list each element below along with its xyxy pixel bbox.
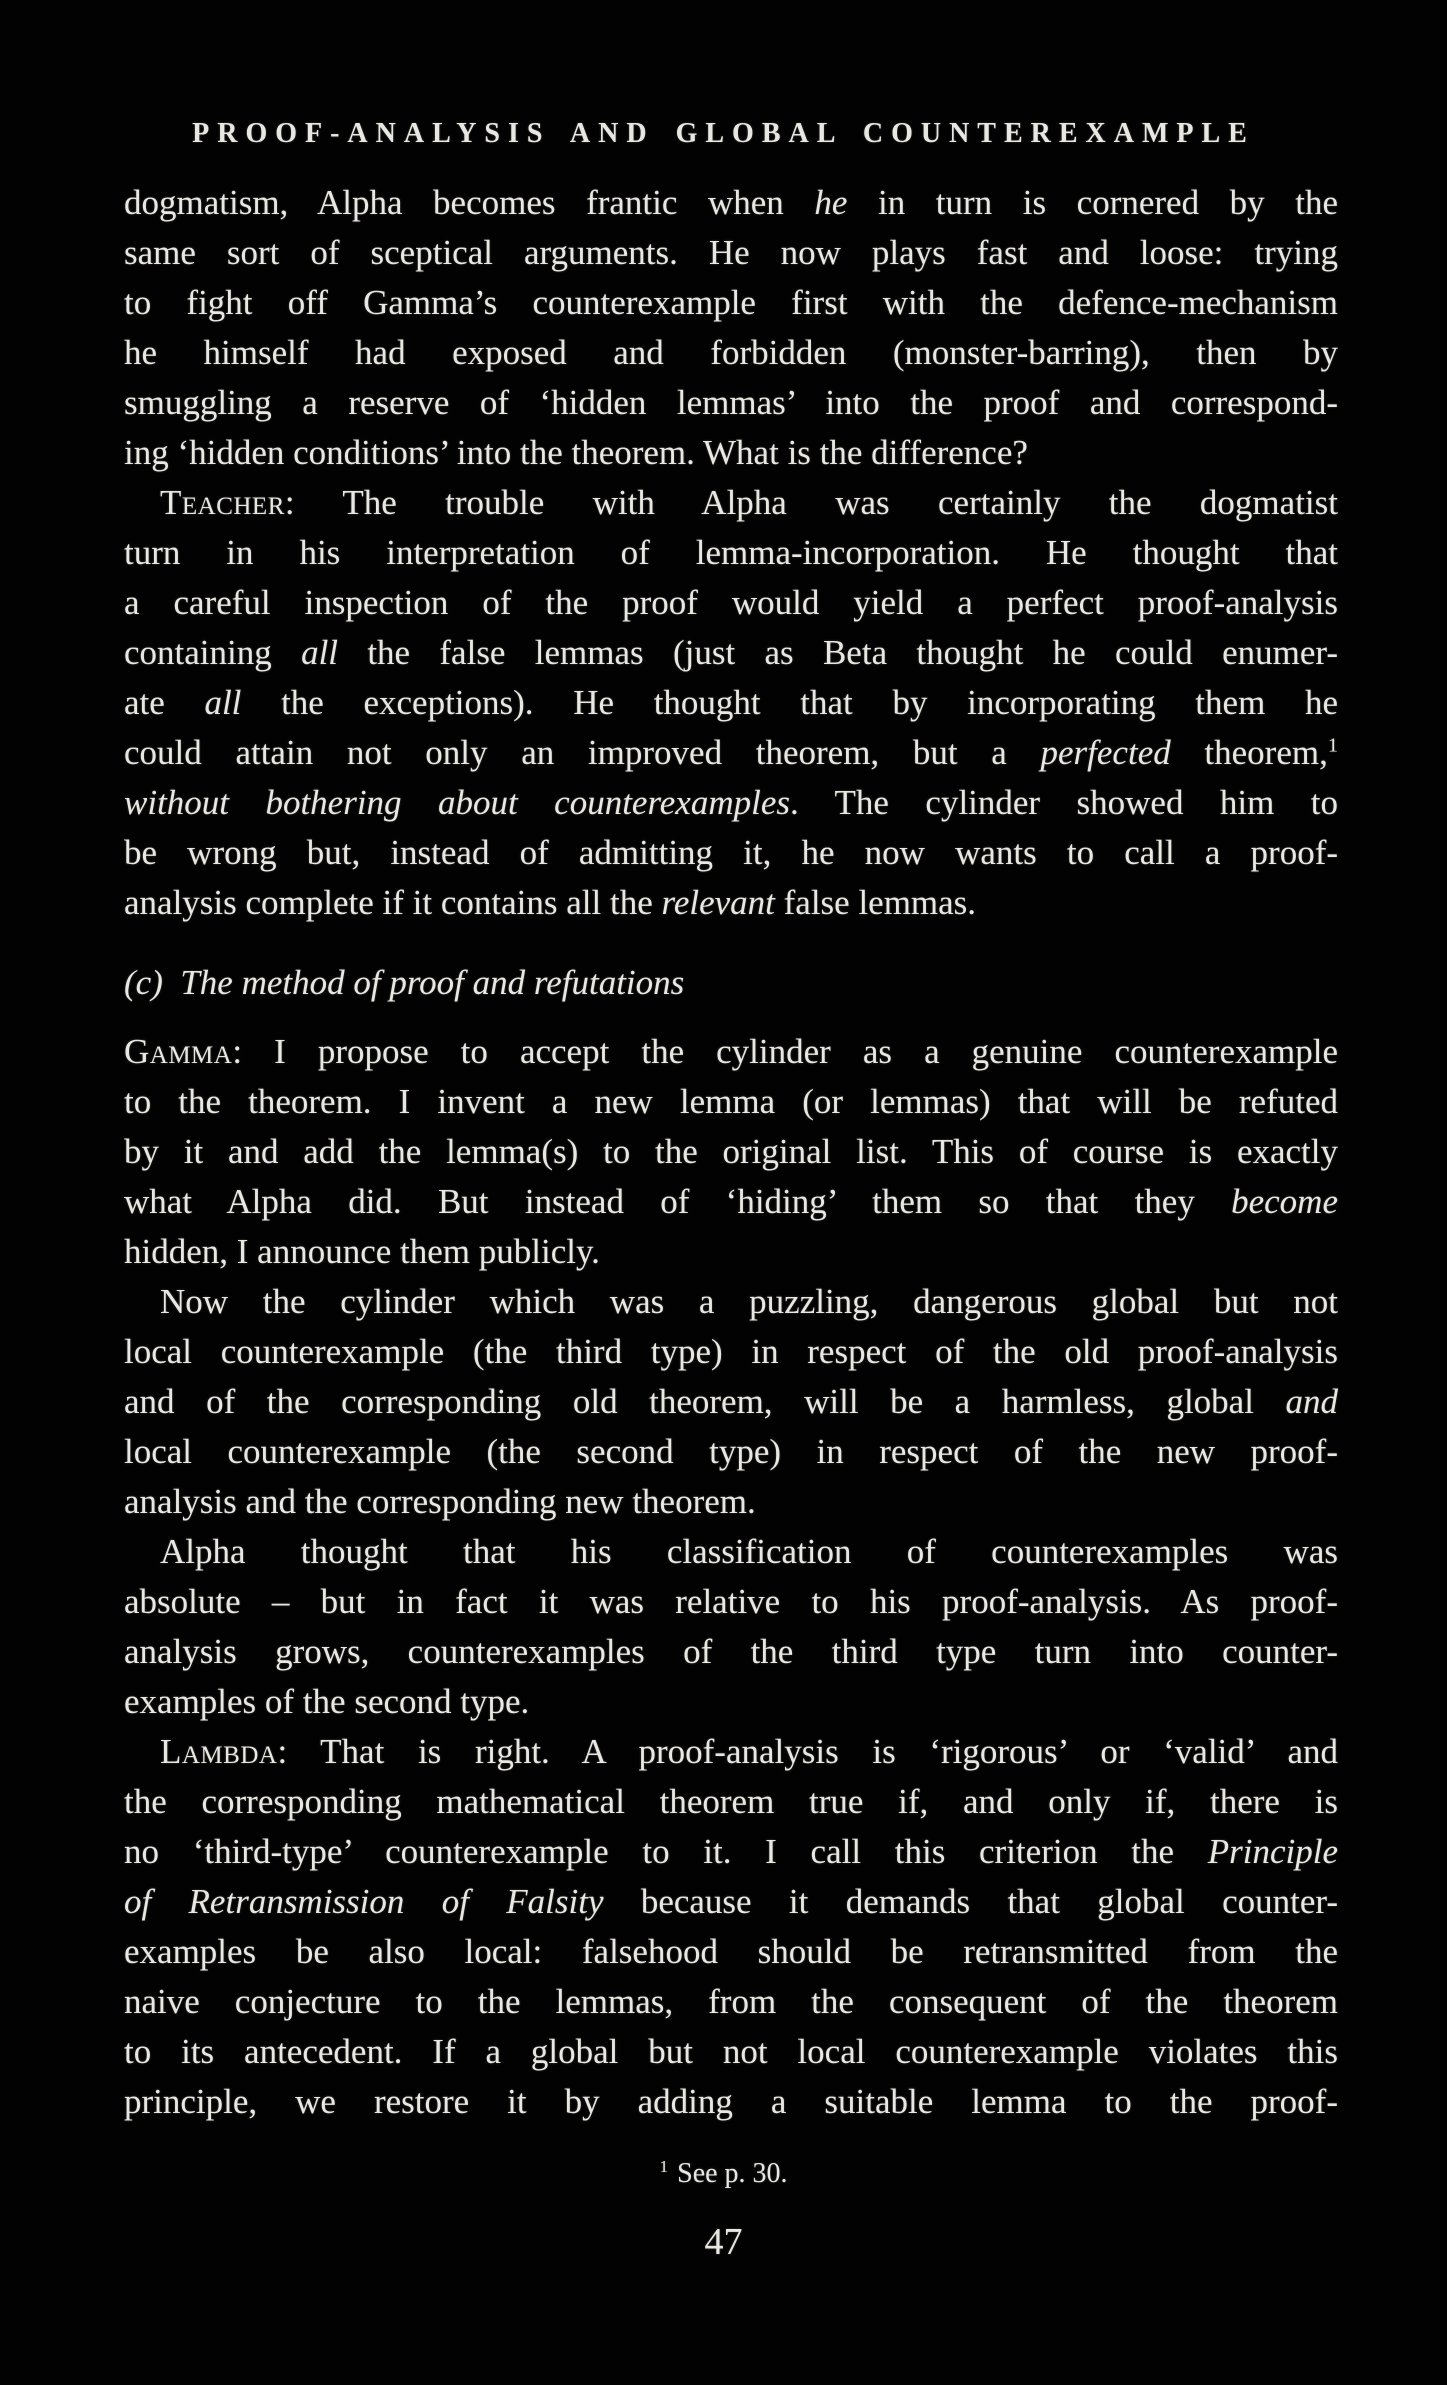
text-run: and of the corresponding old theorem, will be a harmless, global	[124, 1382, 1286, 1421]
text-run: a careful inspection of the proof would yield a perfect proof-analysis	[124, 583, 1338, 622]
text-run: hidden, I announce them publicly.	[124, 1232, 600, 1271]
paragraph	[124, 478, 1338, 928]
text-run: to its antecedent. If a global but not local counterexample violates this	[124, 2032, 1338, 2071]
emphasis-text: of Retransmission of Falsity	[124, 1882, 604, 1921]
speaker-name: Lambda	[160, 1732, 278, 1771]
text-line	[124, 828, 1338, 878]
text-run: be wrong but, instead of admitting it, he now wants to call a proof-	[124, 833, 1338, 872]
text-line	[124, 428, 1338, 478]
speaker-name: Gamma	[124, 1032, 233, 1071]
text-run: naive conjecture to the lemmas, from the consequent of the theorem	[124, 1982, 1338, 2021]
text-run: : The trouble with Alpha was certainly the dogmatist	[284, 483, 1338, 522]
text-line	[124, 278, 1338, 328]
emphasis-text: all	[301, 633, 339, 672]
text-run: by it and add the lemma(s) to the original list. This of course is exactly	[124, 1132, 1338, 1171]
footnote-marker: 1	[659, 2156, 669, 2176]
emphasis-text: and	[1285, 1382, 1338, 1421]
text-line	[124, 878, 1338, 928]
text-run: Alpha thought that his classification of counterexamples was	[160, 1532, 1338, 1571]
text-run: . The cylinder showed him to	[790, 783, 1338, 822]
emphasis-text: (c) The method of proof and refutations	[124, 963, 685, 1002]
text-line	[124, 1477, 1338, 1527]
text-run: local counterexample (the second type) in respect of the new proof-	[124, 1432, 1338, 1471]
text-run: the false lemmas (just as Beta thought he could enumer-	[338, 633, 1338, 672]
text-line	[124, 1727, 1338, 1777]
text-run: theorem,	[1170, 733, 1328, 772]
text-run: the corresponding mathematical theorem true if, and only if, there is	[124, 1782, 1338, 1821]
text-line	[124, 2077, 1338, 2127]
text-line	[124, 1677, 1338, 1727]
text-run: could attain not only an improved theorem, but a	[124, 733, 1041, 772]
text-line	[124, 1827, 1338, 1877]
text-line	[124, 728, 1338, 778]
text-run: because it demands that global counter-	[603, 1882, 1338, 1921]
footnote	[0, 2158, 1447, 2190]
emphasis-text: become	[1231, 1182, 1338, 1221]
text-line	[124, 1177, 1338, 1227]
text-line	[124, 528, 1338, 578]
text-run: the exceptions). He thought that by incorporating them he	[241, 683, 1338, 722]
text-line	[124, 1927, 1338, 1977]
emphasis-text: Principle	[1207, 1832, 1338, 1871]
text-line	[124, 1577, 1338, 1627]
text-line	[124, 1977, 1338, 2027]
text-line	[124, 1327, 1338, 1377]
text-line	[124, 578, 1338, 628]
text-run: local counterexample (the third type) in respect of the old proof-analysis	[124, 1332, 1338, 1371]
text-block	[124, 178, 1338, 2127]
text-run: to the theorem. I invent a new lemma (or lemmas) that will be refuted	[124, 1082, 1338, 1121]
text-run: analysis complete if it contains all the	[124, 883, 662, 922]
text-run: containing	[124, 633, 302, 672]
text-run: same sort of sceptical arguments. He now plays fast and loose: trying	[124, 233, 1338, 272]
text-run: absolute – but in fact it was relative to his proof-analysis. As proof-	[124, 1582, 1338, 1621]
paragraph	[124, 1027, 1338, 1277]
text-run: turn in his interpretation of lemma-incorporation. He thought that	[124, 533, 1338, 572]
text-run: he himself had exposed and forbidden (monster-barring), then by	[124, 333, 1338, 372]
emphasis-text: relevant	[661, 883, 775, 922]
text-run: analysis and the corresponding new theorem.	[124, 1482, 756, 1521]
emphasis-text: without bothering about counterexamples	[124, 783, 790, 822]
text-run: : That is right. A proof-analysis is ‘rigorous’ or ‘valid’ and	[277, 1732, 1338, 1771]
text-line	[124, 1627, 1338, 1677]
text-run: dogmatism, Alpha becomes frantic when	[124, 183, 815, 222]
text-run: Now the cylinder which was a puzzling, dangerous global but not	[160, 1282, 1338, 1321]
text-run: what Alpha did. But instead of ‘hiding’ them so that they	[124, 1182, 1232, 1221]
text-run: in turn is cornered by the	[847, 183, 1338, 222]
text-line	[124, 1877, 1338, 1927]
text-run: examples be also local: falsehood should be retransmitted from the	[124, 1932, 1338, 1971]
text-run: no ‘third-type’ counterexample to it. I call this criterion the	[124, 1832, 1208, 1871]
text-line	[124, 2027, 1338, 2077]
paragraph	[124, 1727, 1338, 2127]
running-head: PROOF-ANALYSIS AND GLOBAL COUNTEREXAMPLE	[192, 118, 1255, 149]
text-line	[124, 1027, 1338, 1077]
paragraph	[124, 178, 1338, 478]
text-line	[124, 1127, 1338, 1177]
paragraph	[124, 1527, 1338, 1727]
text-line	[124, 1077, 1338, 1127]
text-line	[124, 628, 1338, 678]
text-line	[124, 1527, 1338, 1577]
text-run: : I propose to accept the cylinder as a genuine counterexample	[232, 1032, 1338, 1071]
text-line	[124, 1377, 1338, 1427]
text-run: principle, we restore it by adding a suitable lemma to the proof-	[124, 2082, 1338, 2121]
text-line	[124, 1227, 1338, 1277]
text-line	[124, 678, 1338, 728]
text-run: analysis grows, counterexamples of the third type turn into counter-	[124, 1632, 1338, 1671]
emphasis-text: perfected	[1040, 733, 1171, 772]
text-run: ate	[124, 683, 205, 722]
paragraph	[124, 1277, 1338, 1527]
text-run: to fight off Gamma’s counterexample first with the defence-mechanism	[124, 283, 1338, 322]
text-line	[124, 178, 1338, 228]
text-line	[124, 1427, 1338, 1477]
text-line	[124, 378, 1338, 428]
text-line	[124, 1777, 1338, 1827]
text-line	[124, 478, 1338, 528]
footnote-reference: 1	[1327, 734, 1338, 757]
emphasis-text: all	[204, 683, 242, 722]
page-number: 47	[704, 2221, 743, 2263]
footnote-text: See p. 30.	[677, 2158, 788, 2189]
text-run: ing ‘hidden conditions’ into the theorem. What is the difference?	[124, 433, 1028, 472]
text-line	[124, 778, 1338, 828]
emphasis-text: he	[814, 183, 848, 222]
text-line	[124, 328, 1338, 378]
text-run: examples of the second type.	[124, 1682, 530, 1721]
text-run: false lemmas.	[774, 883, 977, 922]
text-line	[124, 1277, 1338, 1327]
section-heading	[124, 958, 1338, 1008]
text-run: smuggling a reserve of ‘hidden lemmas’ into the proof and correspond-	[124, 383, 1338, 422]
speaker-name: Teacher	[160, 483, 285, 522]
text-line	[124, 228, 1338, 278]
